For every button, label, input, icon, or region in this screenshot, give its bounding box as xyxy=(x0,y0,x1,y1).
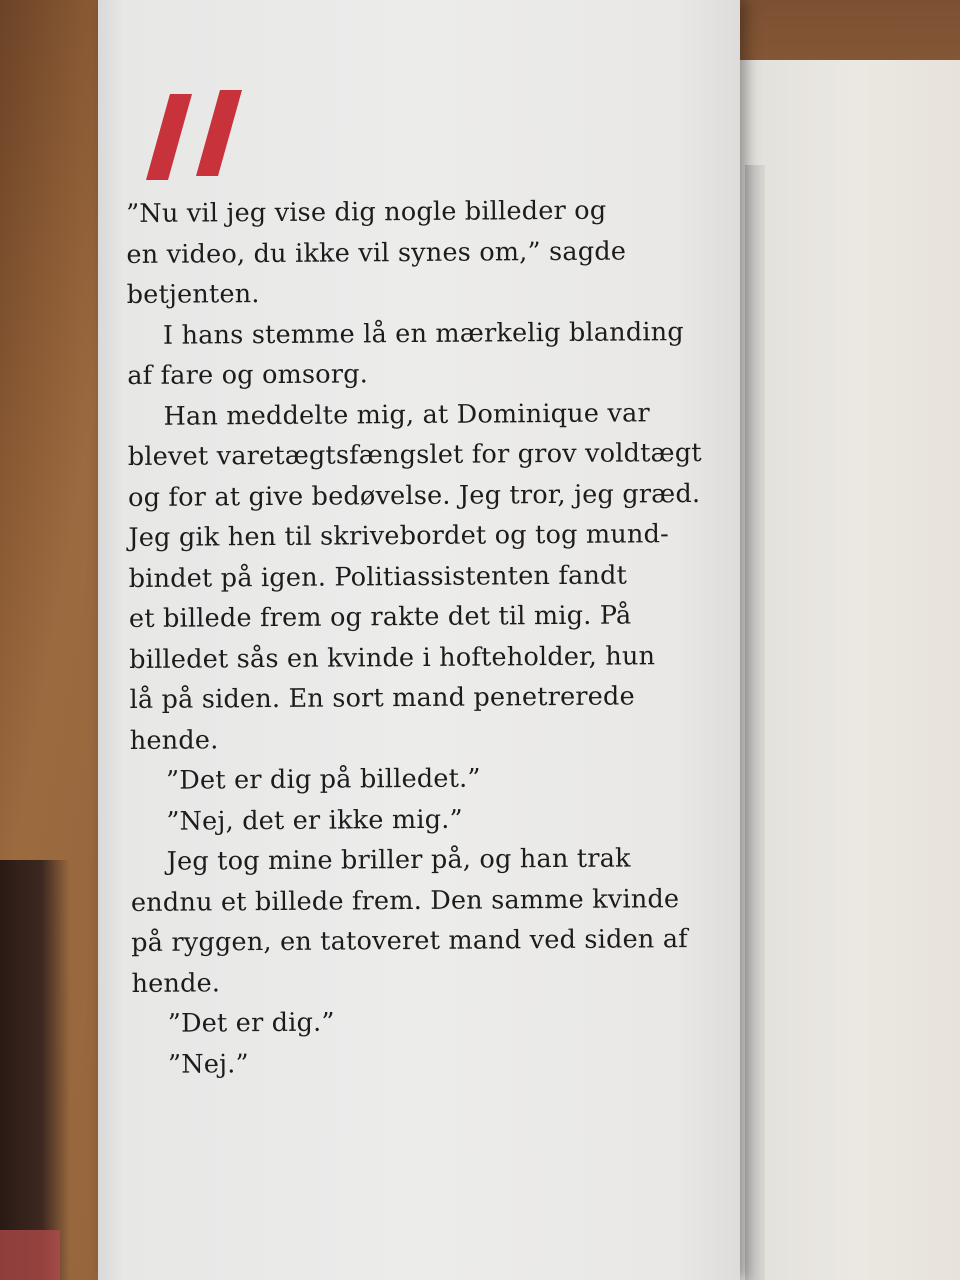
text-line: endnu et billede frem. Den samme kvinde xyxy=(130,883,680,918)
text-line: af fare og omsorg. xyxy=(127,359,369,391)
text-line: betjenten. xyxy=(126,279,260,310)
text-line: bindet på igen. Politiassistenten fandt xyxy=(128,560,628,594)
text-line: ”Nej.” xyxy=(167,1048,249,1080)
text-line: en video, du ikke vil synes om,” sagde xyxy=(126,236,627,270)
text-line: ”Nej, det er ikke mig.” xyxy=(166,804,463,837)
text-line: Han meddelte mig, at Dominique var xyxy=(163,397,650,432)
text-line: lå på siden. En sort mand penetrerede xyxy=(129,681,635,715)
red-double-slash-quote-icon xyxy=(146,90,246,182)
body-text xyxy=(126,190,702,1085)
text-line: på ryggen, en tatoveret mand ved siden af xyxy=(131,924,688,958)
quote-stroke-right xyxy=(196,90,242,176)
book-page xyxy=(98,0,740,1280)
text-line: ”Nu vil jeg vise dig nogle billeder og xyxy=(126,195,607,229)
text-line: hende. xyxy=(129,724,219,756)
page-gutter-shadow xyxy=(745,165,765,1280)
text-line: ”Det er dig på billedet.” xyxy=(165,763,481,796)
text-line: Jeg gik hen til skrivebordet og tog mund- xyxy=(128,519,669,553)
text-line: Jeg tog mine briller på, og han trak xyxy=(166,843,631,877)
text-line: og for at give bedøvelse. Jeg tror, jeg græd. xyxy=(128,478,701,513)
finger-tip xyxy=(0,1230,60,1280)
text-line: et billede frem og rakte det til mig. På xyxy=(128,600,632,634)
text-line: blevet varetægtsfængslet for grov voldtægt xyxy=(127,437,702,472)
text-line: ”Det er dig.” xyxy=(167,1007,335,1039)
quote-stroke-left xyxy=(146,94,192,180)
text-line: billedet sås en kvinde i hofteholder, hun xyxy=(129,640,656,675)
text-line: I hans stemme lå en mærkelig blanding xyxy=(162,316,684,351)
text-line: hende. xyxy=(131,967,221,999)
finger-shadow xyxy=(0,860,70,1280)
